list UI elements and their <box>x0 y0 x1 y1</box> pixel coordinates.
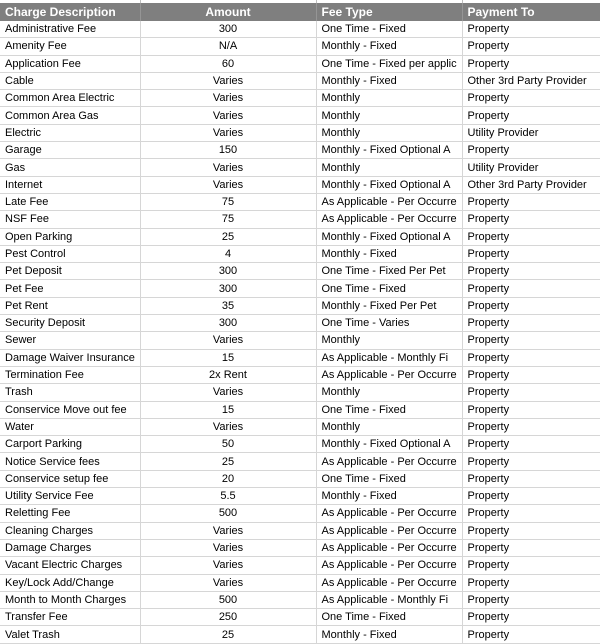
cell-payment-to[interactable]: Property <box>462 609 600 626</box>
table-row <box>0 228 600 245</box>
cell-charge-description[interactable]: Late Fee <box>0 193 140 210</box>
cell-payment-to[interactable]: Property <box>462 228 600 245</box>
cell-fee-type[interactable]: Monthly - Fixed Per Pet <box>316 297 462 314</box>
cell-charge-description[interactable]: Security Deposit <box>0 315 140 332</box>
table-row <box>0 609 600 626</box>
table-row <box>0 539 600 556</box>
table-row <box>0 107 600 124</box>
cell-fee-type[interactable]: Monthly <box>316 124 462 141</box>
cell-charge-description[interactable]: Cable <box>0 72 140 89</box>
cell-charge-description[interactable]: Damage Charges <box>0 539 140 556</box>
cell-payment-to[interactable]: Property <box>462 263 600 280</box>
cell-charge-description[interactable]: Common Area Electric <box>0 90 140 107</box>
cell-amount[interactable]: Varies <box>140 522 316 539</box>
cell-amount[interactable]: 50 <box>140 436 316 453</box>
cell-amount[interactable]: 150 <box>140 142 316 159</box>
cell-charge-description[interactable]: Conservice setup fee <box>0 470 140 487</box>
cell-payment-to[interactable]: Property <box>462 557 600 574</box>
cell-amount[interactable]: 250 <box>140 609 316 626</box>
table-row <box>0 159 600 176</box>
table-row <box>0 505 600 522</box>
cell-payment-to[interactable]: Property <box>462 193 600 210</box>
cell-fee-type[interactable]: Monthly <box>316 384 462 401</box>
cell-fee-type[interactable]: Monthly <box>316 332 462 349</box>
cell-charge-description[interactable]: Electric <box>0 124 140 141</box>
cell-amount[interactable]: 500 <box>140 591 316 608</box>
cell-payment-to[interactable]: Other 3rd Party Provider <box>462 72 600 89</box>
table-row <box>0 263 600 280</box>
cell-amount[interactable]: Varies <box>140 124 316 141</box>
cell-fee-type[interactable]: Monthly <box>316 90 462 107</box>
cell-amount[interactable]: 2x Rent <box>140 366 316 383</box>
cell-payment-to[interactable]: Property <box>462 245 600 262</box>
cell-charge-description[interactable]: Pest Control <box>0 245 140 262</box>
cell-payment-to[interactable]: Property <box>462 453 600 470</box>
cell-fee-type[interactable]: Monthly - Fixed <box>316 488 462 505</box>
cell-charge-description[interactable]: Water <box>0 418 140 435</box>
cell-charge-description[interactable]: Conservice Move out fee <box>0 401 140 418</box>
cell-payment-to[interactable]: Property <box>462 522 600 539</box>
cell-amount[interactable]: Varies <box>140 72 316 89</box>
table-row <box>0 38 600 55</box>
cell-fee-type[interactable]: As Applicable - Per Occurre <box>316 557 462 574</box>
cell-fee-type[interactable]: As Applicable - Monthly Fi <box>316 591 462 608</box>
column-header-fee-type[interactable]: Fee Type <box>316 3 462 21</box>
cell-amount[interactable]: 20 <box>140 470 316 487</box>
cell-fee-type[interactable]: One Time - Fixed <box>316 401 462 418</box>
table-row <box>0 574 600 591</box>
cell-charge-description[interactable]: Garage <box>0 142 140 159</box>
cell-payment-to[interactable]: Property <box>462 349 600 366</box>
cell-fee-type[interactable]: Monthly - Fixed <box>316 626 462 643</box>
table-row <box>0 280 600 297</box>
cell-fee-type[interactable]: Monthly <box>316 107 462 124</box>
cell-fee-type[interactable]: As Applicable - Per Occurre <box>316 574 462 591</box>
cell-charge-description[interactable]: Internet <box>0 176 140 193</box>
cell-charge-description[interactable]: Pet Rent <box>0 297 140 314</box>
cell-payment-to[interactable]: Property <box>462 38 600 55</box>
gridline <box>316 0 317 3</box>
cell-amount[interactable]: 500 <box>140 505 316 522</box>
cell-payment-to[interactable]: Property <box>462 574 600 591</box>
cell-amount[interactable]: Varies <box>140 539 316 556</box>
cell-charge-description[interactable]: Open Parking <box>0 228 140 245</box>
cell-payment-to[interactable]: Property <box>462 470 600 487</box>
table-row <box>0 522 600 539</box>
cell-charge-description[interactable]: Damage Waiver Insurance <box>0 349 140 366</box>
cell-charge-description[interactable]: Termination Fee <box>0 366 140 383</box>
gridline <box>140 0 141 3</box>
cell-charge-description[interactable]: Application Fee <box>0 55 140 72</box>
cell-amount[interactable]: Varies <box>140 384 316 401</box>
cell-fee-type[interactable]: Monthly <box>316 159 462 176</box>
cell-charge-description[interactable]: Month to Month Charges <box>0 591 140 608</box>
cell-charge-description[interactable]: Pet Fee <box>0 280 140 297</box>
cell-charge-description[interactable]: NSF Fee <box>0 211 140 228</box>
cell-fee-type[interactable]: One Time - Fixed Per Pet <box>316 263 462 280</box>
cell-fee-type[interactable]: One Time - Fixed <box>316 280 462 297</box>
cell-fee-type[interactable]: Monthly - Fixed Optional A <box>316 176 462 193</box>
cell-payment-to[interactable]: Utility Provider <box>462 124 600 141</box>
cell-amount[interactable]: 60 <box>140 55 316 72</box>
cell-fee-type[interactable]: Monthly - Fixed <box>316 38 462 55</box>
cell-charge-description[interactable]: Reletting Fee <box>0 505 140 522</box>
cell-amount[interactable]: 4 <box>140 245 316 262</box>
table-row <box>0 626 600 643</box>
cell-payment-to[interactable]: Property <box>462 366 600 383</box>
cell-amount[interactable]: Varies <box>140 574 316 591</box>
cell-charge-description[interactable]: Key/Lock Add/Change <box>0 574 140 591</box>
cell-charge-description[interactable]: Administrative Fee <box>0 21 140 38</box>
table-row <box>0 193 600 210</box>
cell-fee-type[interactable]: As Applicable - Per Occurre <box>316 505 462 522</box>
cell-fee-type[interactable]: One Time - Fixed <box>316 21 462 38</box>
cell-fee-type[interactable]: Monthly <box>316 418 462 435</box>
cell-amount[interactable]: 25 <box>140 626 316 643</box>
cell-amount[interactable]: Varies <box>140 107 316 124</box>
table-header <box>0 3 600 21</box>
cell-amount[interactable]: Varies <box>140 332 316 349</box>
cell-amount[interactable]: 25 <box>140 453 316 470</box>
table-row <box>0 72 600 89</box>
table-row <box>0 142 600 159</box>
table-row <box>0 315 600 332</box>
table-row <box>0 384 600 401</box>
cell-payment-to[interactable]: Property <box>462 280 600 297</box>
cell-fee-type[interactable]: One Time - Fixed per applic <box>316 55 462 72</box>
cell-fee-type[interactable]: Monthly - Fixed <box>316 72 462 89</box>
cell-payment-to[interactable]: Property <box>462 297 600 314</box>
table-row <box>0 418 600 435</box>
table-row <box>0 211 600 228</box>
cell-payment-to[interactable]: Property <box>462 55 600 72</box>
cell-payment-to[interactable]: Property <box>462 332 600 349</box>
cell-amount[interactable]: Varies <box>140 418 316 435</box>
cell-fee-type[interactable]: Monthly - Fixed Optional A <box>316 228 462 245</box>
cell-charge-description[interactable]: Valet Trash <box>0 626 140 643</box>
cell-amount[interactable]: 75 <box>140 211 316 228</box>
cell-payment-to[interactable]: Property <box>462 90 600 107</box>
cell-payment-to[interactable]: Property <box>462 107 600 124</box>
cell-fee-type[interactable]: As Applicable - Per Occurre <box>316 539 462 556</box>
cell-charge-description[interactable]: Amenity Fee <box>0 38 140 55</box>
table-row <box>0 124 600 141</box>
cell-payment-to[interactable]: Utility Provider <box>462 159 600 176</box>
cell-fee-type[interactable]: Monthly - Fixed Optional A <box>316 142 462 159</box>
table-row <box>0 557 600 574</box>
cell-payment-to[interactable]: Property <box>462 418 600 435</box>
cell-charge-description[interactable]: Carport Parking <box>0 436 140 453</box>
cell-fee-type[interactable]: As Applicable - Per Occurre <box>316 193 462 210</box>
cell-amount[interactable]: 15 <box>140 349 316 366</box>
table-row <box>0 55 600 72</box>
cell-charge-description[interactable]: Pet Deposit <box>0 263 140 280</box>
cell-fee-type[interactable]: One Time - Fixed <box>316 609 462 626</box>
cell-amount[interactable]: Varies <box>140 90 316 107</box>
table-row <box>0 332 600 349</box>
cell-payment-to[interactable]: Property <box>462 488 600 505</box>
cell-amount[interactable]: 300 <box>140 21 316 38</box>
cell-charge-description[interactable]: Trash <box>0 384 140 401</box>
cell-fee-type[interactable]: As Applicable - Per Occurre <box>316 522 462 539</box>
cell-fee-type[interactable]: As Applicable - Monthly Fi <box>316 349 462 366</box>
cell-payment-to[interactable]: Property <box>462 401 600 418</box>
cell-charge-description[interactable]: Common Area Gas <box>0 107 140 124</box>
column-header-charge-description[interactable]: Charge Description <box>0 3 140 21</box>
row-above-partial <box>0 0 600 3</box>
cell-amount[interactable]: 25 <box>140 228 316 245</box>
table-row <box>0 401 600 418</box>
cell-amount[interactable]: 300 <box>140 280 316 297</box>
cell-charge-description[interactable]: Vacant Electric Charges <box>0 557 140 574</box>
cell-amount[interactable]: N/A <box>140 38 316 55</box>
cell-fee-type[interactable]: As Applicable - Per Occurre <box>316 211 462 228</box>
gridline <box>462 0 463 3</box>
cell-amount[interactable]: Varies <box>140 557 316 574</box>
table-row <box>0 349 600 366</box>
cell-payment-to[interactable]: Property <box>462 142 600 159</box>
cell-charge-description[interactable]: Transfer Fee <box>0 609 140 626</box>
column-header-amount[interactable]: Amount <box>140 3 316 21</box>
cell-fee-type[interactable]: As Applicable - Per Occurre <box>316 453 462 470</box>
table-row <box>0 176 600 193</box>
cell-amount[interactable]: 15 <box>140 401 316 418</box>
cell-payment-to[interactable]: Property <box>462 591 600 608</box>
table-row <box>0 436 600 453</box>
cell-charge-description[interactable]: Cleaning Charges <box>0 522 140 539</box>
table-row <box>0 366 600 383</box>
header-row <box>0 3 600 21</box>
table-row <box>0 21 600 38</box>
cell-payment-to[interactable]: Property <box>462 315 600 332</box>
cell-charge-description[interactable]: Notice Service fees <box>0 453 140 470</box>
cell-payment-to[interactable]: Other 3rd Party Provider <box>462 176 600 193</box>
cell-charge-description[interactable]: Utility Service Fee <box>0 488 140 505</box>
table-row <box>0 297 600 314</box>
cell-amount[interactable]: 75 <box>140 193 316 210</box>
table-row <box>0 591 600 608</box>
cell-payment-to[interactable]: Property <box>462 539 600 556</box>
cell-payment-to[interactable]: Property <box>462 384 600 401</box>
cell-fee-type[interactable]: One Time - Fixed <box>316 470 462 487</box>
cell-amount[interactable]: 5.5 <box>140 488 316 505</box>
cell-amount[interactable]: Varies <box>140 176 316 193</box>
table-row <box>0 453 600 470</box>
table-row <box>0 470 600 487</box>
cell-amount[interactable]: 300 <box>140 315 316 332</box>
cell-payment-to[interactable]: Property <box>462 436 600 453</box>
cell-amount[interactable]: 300 <box>140 263 316 280</box>
cell-fee-type[interactable]: Monthly - Fixed <box>316 245 462 262</box>
cell-fee-type[interactable]: Monthly - Fixed Optional A <box>316 436 462 453</box>
cell-payment-to[interactable]: Property <box>462 21 600 38</box>
cell-fee-type[interactable]: One Time - Varies <box>316 315 462 332</box>
cell-payment-to[interactable]: Property <box>462 211 600 228</box>
cell-amount[interactable]: 35 <box>140 297 316 314</box>
table-row <box>0 245 600 262</box>
cell-charge-description[interactable]: Sewer <box>0 332 140 349</box>
table-row <box>0 488 600 505</box>
cell-fee-type[interactable]: As Applicable - Per Occurre <box>316 366 462 383</box>
table-body <box>0 21 600 643</box>
charges-table <box>0 3 600 644</box>
table-row <box>0 90 600 107</box>
column-header-payment-to[interactable]: Payment To <box>462 3 600 21</box>
cell-amount[interactable]: Varies <box>140 159 316 176</box>
cell-payment-to[interactable]: Property <box>462 505 600 522</box>
cell-payment-to[interactable]: Property <box>462 626 600 643</box>
cell-charge-description[interactable]: Gas <box>0 159 140 176</box>
